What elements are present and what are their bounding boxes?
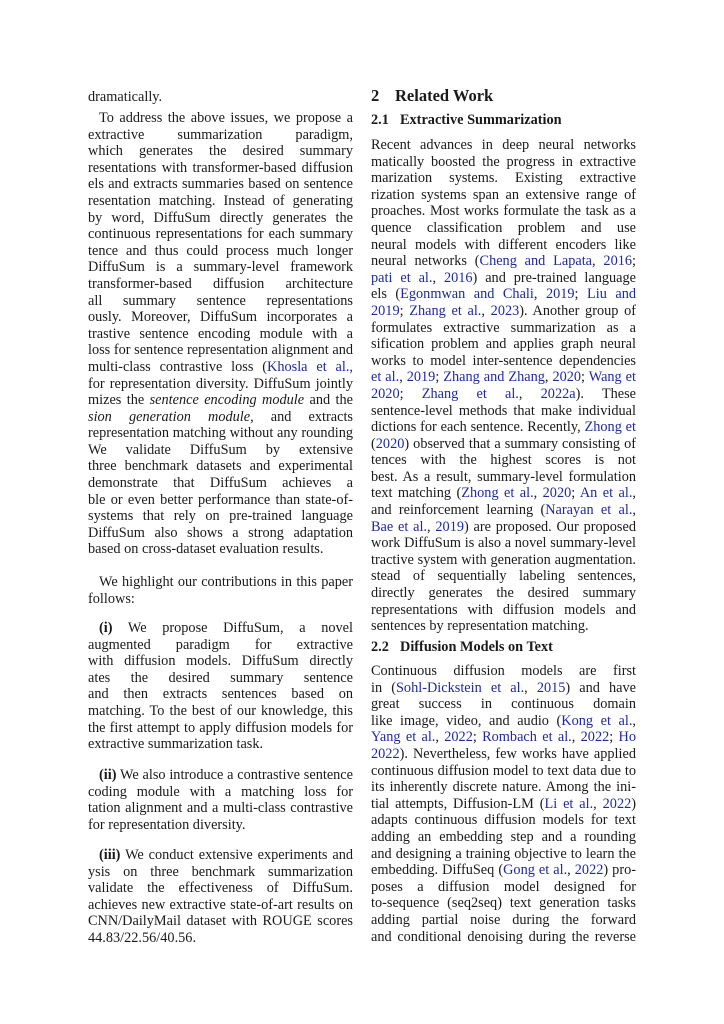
text-line [371,779,636,796]
bold-text: (iii) [99,847,121,863]
text-span: adapts continuous diffusion models for text [371,812,636,829]
text-line [371,336,636,353]
text-line [88,492,353,509]
text-line [88,653,353,670]
text-line [88,620,353,637]
text-span: ysis on three benchmark summarization [88,863,353,880]
subsection-heading-diffusion [371,639,553,656]
text-span: tractive system with generation augmentation. [371,551,636,568]
text-span: tation alignment and a multi-class contrastive [88,800,353,817]
text-line [88,442,353,459]
text-line [371,602,636,619]
text-span: ) and pre-trained language [472,269,636,286]
section-title: Related Work [395,86,494,105]
text-span: by word, DiffuSum directly generates the [88,209,353,226]
text-line [371,879,636,896]
text-span: ). These [575,385,636,402]
text-line [88,574,353,591]
text-line [88,210,353,227]
text-span: continuous representations for each summary [88,226,353,243]
text-line [88,127,353,144]
text-line [88,784,353,801]
text-line [371,895,636,912]
text-line [371,270,636,287]
text-line [371,729,636,746]
citation-link[interactable]: Cheng and Lapata [479,253,593,270]
citation-link[interactable]: 2020 [552,369,582,386]
text-span: resentations with transformer-based diffusion [88,159,353,176]
text-span: with diffusion models. DiffuSum directly [88,653,353,670]
text-span: and conditional denoising during the reverse [371,928,636,945]
text-span: ; [399,385,422,402]
citation-link[interactable]: Zhang et al. [421,385,519,402]
citation-link[interactable]: Kong et al. [561,712,633,729]
text-span: dictions for each sentence. Recently, [371,419,585,436]
text-span: tence and thus could process much longer [88,242,353,259]
text-line [371,452,636,469]
text-line [371,137,636,154]
text-span: best. As a result, summary-level formulation [371,468,636,485]
text-span: ates the desired summary sentence [88,669,353,686]
paragraph-extractive-summarization [371,137,636,635]
text-span: marization systems. Existing extractive [371,170,636,187]
text-span: great success in continuous domain [371,696,636,713]
text-line [371,568,636,585]
text-span: work DiffuSum is also a novel summary-level [371,535,636,552]
text-line [88,309,353,326]
text-span: trastive sentence encoding module with a [88,325,353,342]
text-span: validate the effectiveness of DiffuSum. [88,880,353,897]
contribution-i [88,620,353,753]
text-span: continuous diffusion model to text data due to [371,762,636,779]
text-span: multi-class contrastive loss ( [88,358,268,375]
text-span: ) are proposed. Our proposed [463,518,636,535]
citation-link[interactable]: Yang et al. [371,729,436,746]
text-span: , [632,485,636,502]
citation-link[interactable]: Liu and [587,286,636,303]
citation-link[interactable]: Zhang et al. [409,302,482,319]
citation-link[interactable]: 2023 [490,302,520,319]
text-line [88,392,353,409]
citation-link[interactable]: pati et al. [371,269,433,286]
text-span: , [427,518,436,535]
text-span: rization systems span an extensive range of [371,186,636,203]
citation-link[interactable]: 2019 [545,286,575,303]
text-line [88,259,353,276]
paragraph-contributions-intro [88,574,353,607]
text-line [88,913,353,930]
citation-link[interactable]: 2022a [540,385,576,402]
text-line [88,670,353,687]
text-span: tences with the highest scores is not [371,452,636,469]
citation-link[interactable]: Bae et al. [371,518,428,535]
text-span: matically boosted the progress in extractive [371,153,636,170]
text-span: which generates the desired summary [88,143,353,160]
text-span: sentence-level methods that make individual [371,402,636,419]
text-line [88,425,353,442]
text-line [371,253,636,270]
citation-link[interactable]: Ho [618,729,636,746]
italic-text: sion generation module [88,408,251,425]
text-span: based on cross-dataset evaluation results. [88,541,324,558]
text-span: We propose DiffuSum, a novel [127,620,353,636]
citation-link[interactable]: Egonmwan and Chali [400,286,534,303]
section-number: 2 [371,86,380,105]
text-line [371,286,636,303]
text-line [88,89,353,106]
text-span: ble or even better performance than state-of- [88,491,353,508]
text-line [371,419,636,436]
text-line [371,535,636,552]
text-span: and the [304,392,353,409]
text-span: , [524,679,537,696]
text-line [371,862,636,879]
text-span: We conduct extensive experiments and [125,847,353,863]
text-line [371,663,636,680]
text-span: extractive summarization task. [88,736,264,753]
text-span: all summary sentence representations [88,292,353,309]
text-span: , [481,302,491,319]
text-span: resentation matching. Instead of generating [88,192,353,209]
text-line [88,686,353,703]
text-span: sentences by representation matching. [371,618,589,635]
text-line [371,220,636,237]
text-span: poses a diffusion model designed for [371,878,636,895]
text-line [371,812,636,829]
text-line [371,502,636,519]
text-line [88,591,353,608]
citation-link[interactable]: 2019 [435,518,464,535]
text-span: text matching ( [371,485,462,502]
text-span: , [432,269,444,286]
text-span: coding module with a matching loss for [88,783,353,800]
text-span: demonstrate that DiffuSum achieves a [88,475,353,492]
text-span: loss for sentence representation alignment and [88,342,353,359]
text-line [88,359,353,376]
text-line [88,326,353,343]
contribution-ii [88,767,353,833]
text-line [371,187,636,204]
citation-link[interactable]: 2022 [371,745,400,762]
citation-link[interactable]: 2019 [406,369,436,386]
text-line [371,680,636,697]
text-span: els ( [371,286,401,303]
section-heading-related-work [371,86,493,106]
text-line [88,458,353,475]
paragraph-diffusion-models [371,663,636,945]
text-span: , [593,795,603,812]
text-span: neural networks ( [371,253,480,270]
citation-link[interactable]: Narayan et al. [545,502,633,519]
text-line [88,226,353,243]
text-span: mizes the [88,392,150,409]
text-span: matching. To the best of our knowledge, this [88,702,353,719]
text-span: sification problem and applies graph neural [371,336,636,353]
text-line [88,276,353,293]
citation-link[interactable]: Li et al. [544,795,594,812]
text-line [88,160,353,177]
subsection-number: 2.2 [371,639,389,655]
text-line [88,864,353,881]
text-span: , [571,729,581,746]
citation-link[interactable]: 2022 [580,729,610,746]
text-line [371,369,636,386]
citation-link[interactable]: Zhong et al. [461,485,534,502]
text-span: We validate DiffuSum by extensive [88,441,353,458]
text-span: ) observed that a summary consisting of [404,435,636,452]
text-span: ; [609,729,619,746]
text-line [371,552,636,569]
text-line [88,817,353,834]
text-span: , [632,502,636,519]
text-span: stead of sequentially labeling sentences, [371,568,636,585]
text-line [371,713,636,730]
citation-link[interactable]: 2020 [375,435,405,452]
subsection-heading-extractive [371,112,562,129]
text-line [88,767,353,784]
text-span: follows: [88,590,135,607]
citation-link[interactable]: 2015 [536,679,566,696]
text-line [371,585,636,602]
citation-link[interactable]: 2019 [371,302,400,319]
citation-link[interactable]: Rombach et al. [482,729,572,746]
text-line [88,243,353,260]
text-span: adding partial noise during the forward [371,911,636,928]
text-line [88,800,353,817]
text-line [88,508,353,525]
text-span: ; [574,286,588,303]
text-line [371,846,636,863]
text-span: quence classification problem and use [371,219,636,236]
text-line [88,847,353,864]
text-span: , [518,385,541,402]
citation-link[interactable]: Zhong et [584,419,636,436]
text-line [371,386,636,403]
text-line [88,525,353,542]
text-span: 44.83/22.56/40.56. [88,929,197,946]
text-span: proaches. Most works formulate the task as a [371,203,636,220]
text-line [371,170,636,187]
text-line [88,880,353,897]
text-line [371,436,636,453]
text-span: ) pro- [603,862,636,879]
text-span: els and extracts summaries based on sentence [88,176,353,193]
text-span: ; [472,729,483,746]
text-span: achieves new extractive state-of-art results on [88,896,353,913]
text-span: and designing a training objective to learn the [371,845,636,862]
citation-link[interactable]: 2022 [444,729,473,746]
text-span: To address the above issues, we propose a [99,110,353,126]
text-line [371,829,636,846]
contribution-iii [88,847,353,947]
text-span: and then extracts sentences based on [88,686,353,703]
citation-link[interactable]: Gong et al. [503,862,568,879]
text-span: ously. Moreover, DiffuSum incorporates a [88,309,353,326]
text-span: We also introduce a contrastive sentence [120,767,353,783]
text-span: , [592,253,604,270]
text-span: , [435,729,445,746]
text-span: the first attempt to apply diffusion models for [88,719,353,736]
text-span: ( [371,435,376,452]
text-span: ). Another group of [519,302,636,319]
text-span: ). Nevertheless, few works have applied [399,745,636,762]
text-line [371,485,636,502]
text-span: DiffuSum also shows a strong adaptation [88,524,353,541]
text-line [88,720,353,737]
text-span: for representation diversity. DiffuSum jointly [88,375,353,392]
citation-link[interactable]: 2020 [371,385,400,402]
text-line [88,376,353,393]
text-span: representations with diffusion models and [371,601,636,618]
text-span: ; [399,302,410,319]
text-line [371,796,636,813]
italic-text: sentence encoding module [149,392,305,409]
text-line [371,154,636,171]
text-span: transformer-based diffusion architecture [88,275,353,292]
text-line [371,303,636,320]
text-span: CNN/DailyMail dataset with ROUGE scores [88,913,353,930]
citation-link[interactable]: 2020 [542,485,572,502]
text-line [371,237,636,254]
citation-link[interactable]: Khosla et al., [267,358,353,375]
text-span: , [632,712,636,729]
text-span: and reinforcement learning ( [371,502,546,519]
text-span: works to model inter-sentence dependencies [371,352,636,369]
text-span: , [567,862,575,879]
paragraph-proposal [88,110,353,558]
text-span: , [544,369,553,386]
text-line [371,519,636,536]
subsection-title: Extractive Summarization [400,112,562,128]
subsection-number: 2.1 [371,112,389,128]
text-line [88,143,353,160]
bold-text: (i) [99,620,113,636]
text-span: We highlight our contributions in this paper [99,574,353,590]
text-line [88,342,353,359]
text-span: , [533,286,546,303]
text-line [371,403,636,420]
text-span: tial attempts, Diffusion-LM ( [371,795,545,812]
text-span: , [399,369,407,386]
citation-link[interactable]: et al. [371,369,400,386]
text-span: ; [435,369,444,386]
text-span: like image, video, and audio ( [371,712,562,729]
text-span: ) [631,795,636,812]
citation-link[interactable]: 2016 [603,253,633,270]
text-line [371,618,636,635]
text-line [371,353,636,370]
text-span: three benchmark datasets and experimental [88,458,353,475]
citation-link[interactable]: Sohl-Dickstein et al. [395,679,525,696]
text-span: systems that rely on pre-trained language [88,508,353,525]
citation-link[interactable]: 2016 [443,269,473,286]
text-span: ; [632,253,636,270]
text-span: augmented paradigm for extractive [88,636,353,653]
text-line [371,696,636,713]
text-line [88,475,353,492]
text-line [371,746,636,763]
text-span: embedding. DiffuSeq ( [371,862,504,879]
citation-link[interactable]: An et al. [579,485,633,502]
subsection-title: Diffusion Models on Text [400,639,553,655]
text-span: ; [571,485,580,502]
text-span: dramatically. [88,89,163,105]
text-span: neural models with different encoders like [371,236,636,253]
text-span: to-sequence (seq2seq) text generation tasks [371,895,636,912]
citation-link[interactable]: 2022 [574,862,604,879]
text-line [88,193,353,210]
text-span: ; [581,369,589,386]
text-line [88,637,353,654]
text-span: formulates extractive summarization as a [371,319,636,336]
text-line [88,110,353,127]
text-line [371,203,636,220]
text-span: in ( [371,679,396,696]
text-line [88,541,353,558]
text-line [371,320,636,337]
text-line [371,763,636,780]
text-span: DiffuSum is a summary-level framework [88,259,353,276]
text-span: for representation diversity. [88,816,246,833]
citation-link[interactable]: Zhang and Zhang [443,369,545,386]
text-span: representation matching without any rounding [88,425,353,442]
text-span: , [533,485,543,502]
text-line [88,703,353,720]
text-line [371,469,636,486]
text-span: its inherently discrete nature. Among the ini- [371,779,636,796]
citation-link[interactable]: 2022 [602,795,632,812]
text-line [88,930,353,947]
text-line [88,409,353,426]
text-span: ) and have [565,679,636,696]
text-span: Recent advances in deep neural networks [371,137,636,153]
text-span: adding an embedding step and a rounding [371,828,636,845]
text-line [88,293,353,310]
text-line [88,176,353,193]
text-span: , and extracts [250,408,353,425]
paragraph-intro-end [88,89,353,106]
text-line [371,912,636,929]
citation-link[interactable]: Wang et [588,369,636,386]
text-span: extractive summarization paradigm, [88,126,353,143]
bold-text: (ii) [99,767,117,783]
text-line [88,736,353,753]
text-line [371,929,636,946]
text-span: directly generates the desired summary [371,585,636,602]
text-line [88,897,353,914]
text-span: Continuous diffusion models are first [371,663,636,679]
